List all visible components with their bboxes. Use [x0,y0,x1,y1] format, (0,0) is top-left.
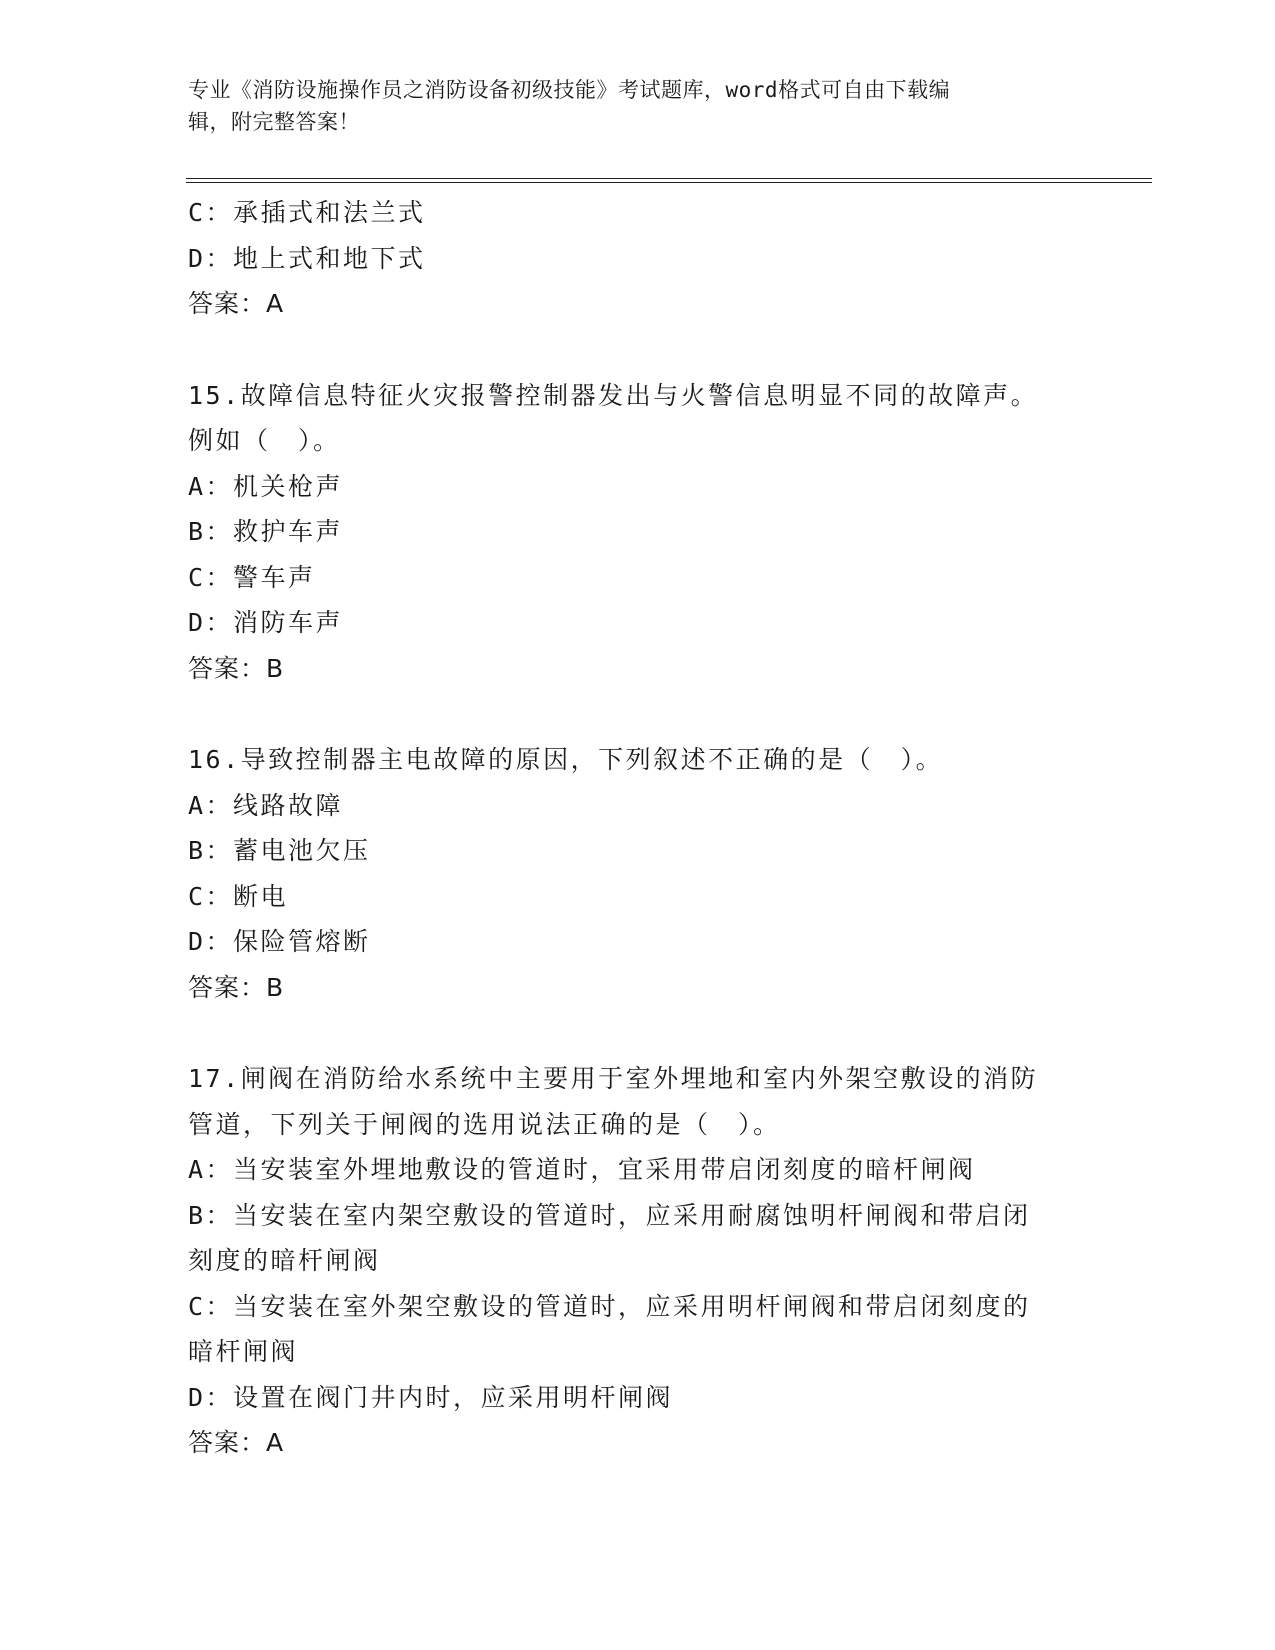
spacer [188,1010,1088,1056]
option-c: C：警车声 [188,562,316,592]
document-body [188,190,1088,1466]
question-stem-continued: 管道，下列关于闸阀的选用说法正确的是（ ）。 [188,1109,781,1139]
option-c: C：断电 [188,881,289,911]
option-d: D：消防车声 [188,608,344,637]
option-c: C：当安装在室外架空敷设的管道时，应采用明杆闸阀和带启闭刻度的 [188,1291,1031,1321]
header-divider-top [186,178,1152,179]
document-header [188,74,1068,138]
spacer [188,327,1088,373]
option-b: B：蓄电池欠压 [188,836,371,865]
answer: 答案：B [188,972,285,1002]
option-b: B：救护车声 [188,517,344,546]
option-b-continued: 刻度的暗杆闸阀 [188,1246,381,1275]
option-d: D：地上式和地下式 [188,243,426,273]
header-line-2: 辑，附完整答案！ [188,110,360,134]
option-c: C：承插式和法兰式 [188,198,426,227]
question-stem-continued: 例如（ ）。 [188,426,341,455]
option-a: A：机关枪声 [188,471,344,501]
option-a: A：线路故障 [188,790,344,820]
answer: 答案：B [188,653,285,683]
answer: 答案：A [188,289,285,318]
answer: 答案：A [188,1428,285,1457]
option-d: D：保险管熔断 [188,927,371,956]
spacer [188,691,1088,737]
question-stem: 16.导致控制器主电故障的原因，下列叙述不正确的是（ ）。 [188,745,944,774]
option-b: B：当安装在室内架空敷设的管道时，应采用耐腐蚀明杆闸阀和带启闭 [188,1200,1031,1230]
option-d: D：设置在阀门井内时，应采用明杆闸阀 [188,1382,674,1412]
question-15 [188,373,1088,692]
header-line-1: 专业《消防设施操作员之消防设备初级技能》考试题库，word格式可自由下载编 [188,78,951,102]
header-divider-bottom [186,182,1152,183]
question-14-tail [188,190,1088,327]
question-stem: 15.故障信息特征火灾报警控制器发出与火警信息明显不同的故障声。 [188,380,1039,410]
option-a: A：当安装室外埋地敷设的管道时，宜采用带启闭刻度的暗杆闸阀 [188,1155,976,1184]
question-17 [188,1056,1088,1466]
option-c-continued: 暗杆闸阀 [188,1337,299,1366]
question-16 [188,737,1088,1010]
question-stem: 17.闸阀在消防给水系统中主要用于室外埋地和室内外架空敷设的消防 [188,1064,1039,1093]
